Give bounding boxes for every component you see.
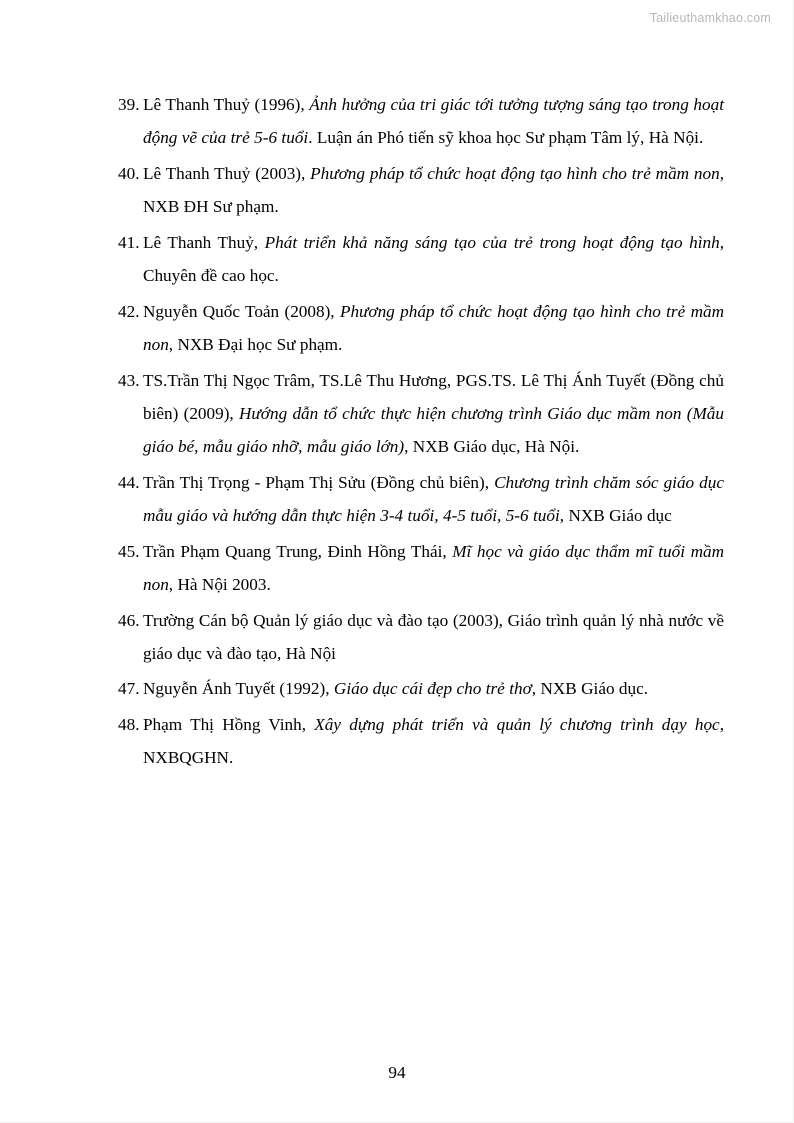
- reference-number: 45.: [118, 541, 140, 561]
- reference-plain-text: Phạm Thị Hồng Vinh,: [143, 715, 315, 735]
- reference-number: 41.: [118, 232, 140, 252]
- reference-text: [143, 157, 724, 223]
- reference-title-italic: Mĩ học và giáo dục thẩm mĩ tuổi mầm non: [143, 541, 724, 594]
- reference-number: 39.: [118, 95, 140, 114]
- reference-plain-text: , Chuyên đề cao học.: [143, 232, 725, 286]
- reference-entry: [118, 708, 724, 774]
- reference-entry: [118, 157, 724, 223]
- reference-text: [143, 466, 724, 532]
- reference-plain-text: Trần Thị Trọng - Phạm Thị Sửu (Đồng chủ biên),: [143, 472, 495, 492]
- reference-plain-text: Lê Thanh Thuỷ (2003),: [143, 163, 311, 183]
- reference-title-italic: Phương pháp tổ chức hoạt động tạo hình cho trẻ mầm non: [143, 301, 724, 354]
- reference-plain-text: , Hà Nội 2003.: [168, 574, 271, 594]
- reference-entry: [118, 672, 724, 705]
- reference-plain-text: , NXB Giáo dục, Hà Nội.: [404, 437, 580, 457]
- reference-plain-text: Trần Phạm Quang Trung, Đinh Hồng Thái,: [143, 541, 453, 561]
- reference-text: [143, 295, 724, 361]
- reference-title-italic: Xây dựng phát triển và quản lý chương trình dạy học: [314, 715, 720, 735]
- reference-plain-text: Nguyễn Quốc Toản (2008),: [143, 301, 340, 321]
- reference-entry: [118, 226, 724, 292]
- reference-text: [143, 88, 724, 154]
- reference-entry: [118, 466, 724, 532]
- reference-title-italic: Giáo dục cái đẹp cho trẻ thơ: [333, 679, 532, 699]
- reference-entry: [118, 535, 724, 601]
- reference-plain-text: Nguyễn Ánh Tuyết (1992),: [143, 679, 334, 699]
- site-watermark: Tailieuthamkhao.com: [649, 11, 771, 25]
- reference-entry: [118, 88, 724, 154]
- reference-entry: [118, 295, 724, 361]
- reference-text: [143, 535, 724, 601]
- reference-text: [143, 672, 724, 705]
- reference-title-italic: Phương pháp tổ chức hoạt động tạo hình cho trẻ mầm non: [310, 163, 720, 183]
- reference-text: [143, 364, 724, 464]
- reference-entry: [118, 604, 724, 670]
- reference-text: [143, 708, 724, 774]
- reference-number: 48.: [118, 715, 140, 735]
- reference-number: 44.: [118, 472, 140, 492]
- reference-number: 43.: [118, 370, 140, 390]
- reference-plain-text: , NXB Giáo dục.: [531, 679, 649, 699]
- reference-entry: [118, 364, 724, 464]
- page-number: 94: [388, 1063, 406, 1082]
- reference-plain-text: , NXB ĐH Sư phạm.: [143, 163, 724, 217]
- reference-text: [143, 226, 724, 292]
- reference-number: 42.: [118, 301, 140, 321]
- reference-number: 40.: [118, 163, 140, 183]
- reference-list: [118, 88, 724, 775]
- reference-title-italic: Hướng dẫn tổ chức thực hiện chương trình Giáo dục mầm non (Mẫu giáo bé, mẫu giáo nhỡ, mẫu giáo lớn): [143, 403, 724, 457]
- reference-title-italic: Ảnh hưởng của tri giác tới tưởng tượng sáng tạo trong hoạt động vẽ của trẻ 5-6 tuổi: [143, 95, 724, 148]
- reference-number: 46.: [118, 610, 140, 630]
- reference-plain-text: Lê Thanh Thuỷ (1996),: [143, 95, 310, 114]
- reference-plain-text: Lê Thanh Thuỷ,: [143, 232, 265, 252]
- reference-text: [143, 604, 724, 670]
- reference-plain-text: , NXB Đại học Sư phạm.: [168, 334, 343, 354]
- reference-plain-text: . Luận án Phó tiến sỹ khoa học Sư phạm Tâm lý, Hà Nội.: [308, 128, 704, 148]
- reference-plain-text: Trường Cán bộ Quản lý giáo dục và đào tạo (2003), Giáo trình quản lý nhà nước về giáo dục và đào tạo, Hà Nội: [143, 610, 724, 663]
- reference-title-italic: Chương trình chăm sóc giáo dục mẫu giáo và hướng dẫn thực hiện 3-4 tuổi, 4-5 tuổi, 5-6 tuổi: [143, 472, 725, 525]
- reference-number: 47.: [118, 679, 140, 699]
- bibliography-content: [118, 88, 724, 777]
- reference-plain-text: , NXBQGHN.: [143, 715, 724, 768]
- reference-title-italic: Phát triển khả năng sáng tạo của trẻ trong hoạt động tạo hình: [264, 232, 720, 252]
- reference-plain-text: , NXB Giáo dục: [559, 505, 672, 525]
- reference-plain-text: TS.Trần Thị Ngọc Trâm, TS.Lê Thu Hương, PGS.TS. Lê Thị Ánh Tuyết (Đồng chủ biên) (2009),: [143, 370, 724, 423]
